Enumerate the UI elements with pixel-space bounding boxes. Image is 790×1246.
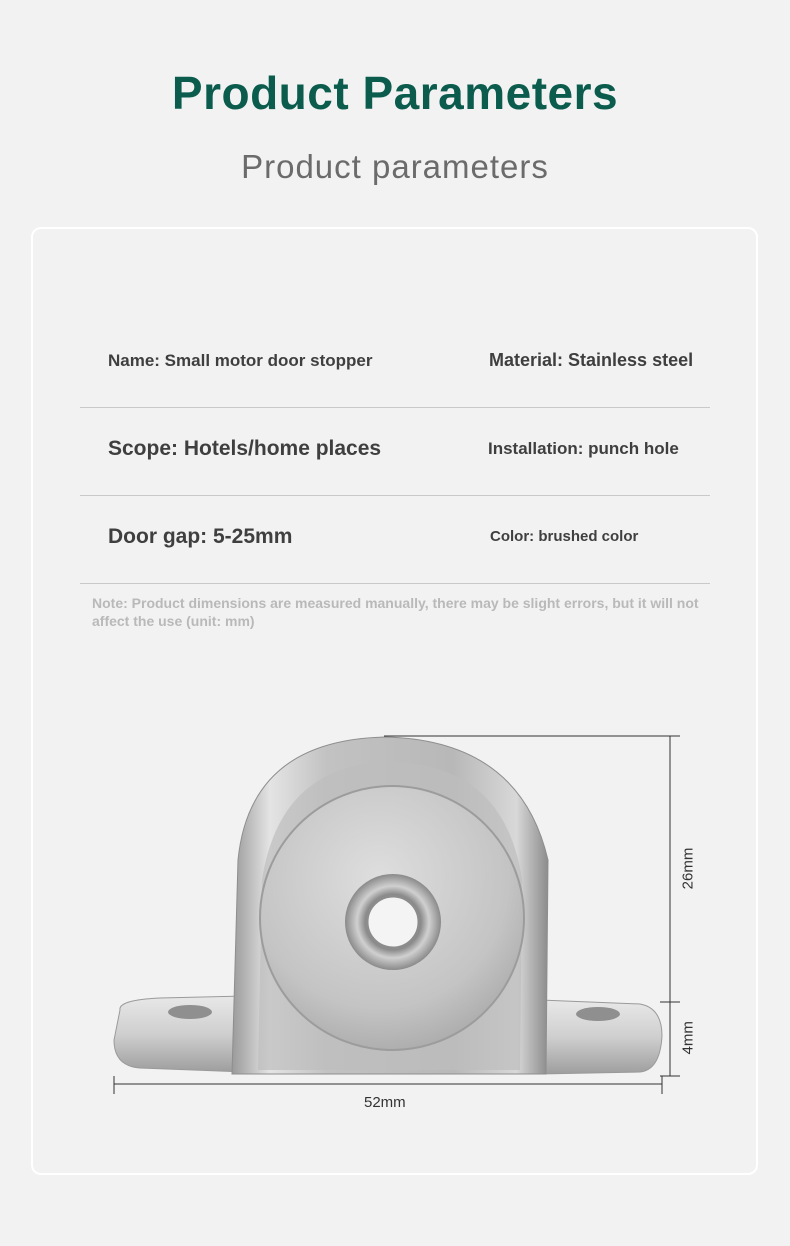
page-subtitle: Product parameters [241,148,549,185]
page-title: Product Parameters [171,67,619,119]
right-mount-hole [576,1007,620,1021]
base-height-dimension-label: 4mm [679,1021,697,1055]
measurement-note: Note: Product dimensions are measured manually, there may be slight errors, but it will not affect the use (unit: mm) [92,595,699,629]
spec-name: Name: Small motor door stopper [108,351,373,370]
spec-installation: Installation: punch hole [488,439,679,458]
spec-color: Color: brushed color [490,528,639,545]
left-mount-hole [168,1005,212,1019]
height-dimension-label: 26mm [679,847,697,890]
spec-scope: Scope: Hotels/home places [108,437,382,460]
spec-material: Material: Stainless steel [489,350,694,370]
width-dimension-label: 52mm [364,1094,406,1111]
screw-hole [367,896,419,948]
spec-door-gap: Door gap: 5-25mm [108,525,293,548]
